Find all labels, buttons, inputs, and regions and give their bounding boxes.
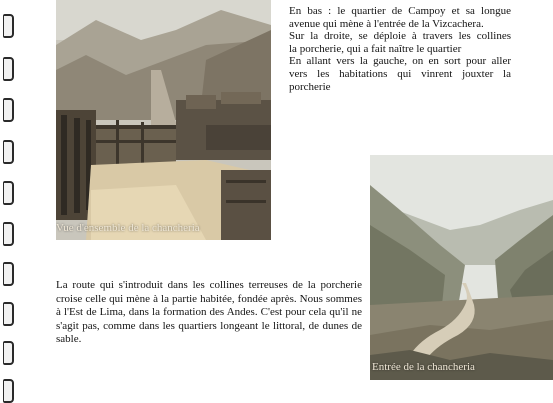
text-line: En bas : le quartier de Campoy et sa longue (289, 5, 511, 17)
photo-piggery-overview (56, 0, 271, 240)
binder-ring (3, 222, 14, 246)
text-line: En allant vers la gauche, on en sort pour aller (289, 55, 511, 68)
binder-ring (3, 14, 14, 38)
binder-ring (3, 140, 14, 164)
text-line: vers les habitations qui vinrent jouxter la (289, 67, 511, 80)
photo-caption: Vue d'ensemble de la chancheria (56, 222, 200, 234)
binder-ring (3, 98, 14, 122)
text-line: la porcherie, qui a fait naître le quartier (289, 42, 462, 55)
binder-ring (3, 341, 14, 365)
binder-ring (3, 262, 14, 286)
text-line: porcherie (289, 80, 331, 93)
photo-caption: Entrée de la chancheria (372, 361, 475, 373)
binder-ring (3, 302, 14, 326)
text-line: Sur la droite, se déploie à travers les collines (289, 30, 511, 43)
text-line: avenue qui mène à l'entrée de la Vizcachera. (289, 17, 484, 30)
top-paragraph (289, 5, 511, 93)
binder-ring (3, 181, 14, 205)
bottom-paragraph: La route qui s'introduit dans les collines terreuses de la porcherie croise celle qui mène à la partie habitée, fondée après. Nous sommes à l'Est de Lima, dans la formation des Andes. C'est pour cela qu'il ne s'agit pas, comme dans les quartiers longeant le littoral, de dunes de sable. (56, 279, 362, 345)
photo-piggery-entrance (370, 155, 553, 380)
binder-ring (3, 57, 14, 81)
binder-rings (0, 0, 16, 402)
binder-ring (3, 379, 14, 403)
